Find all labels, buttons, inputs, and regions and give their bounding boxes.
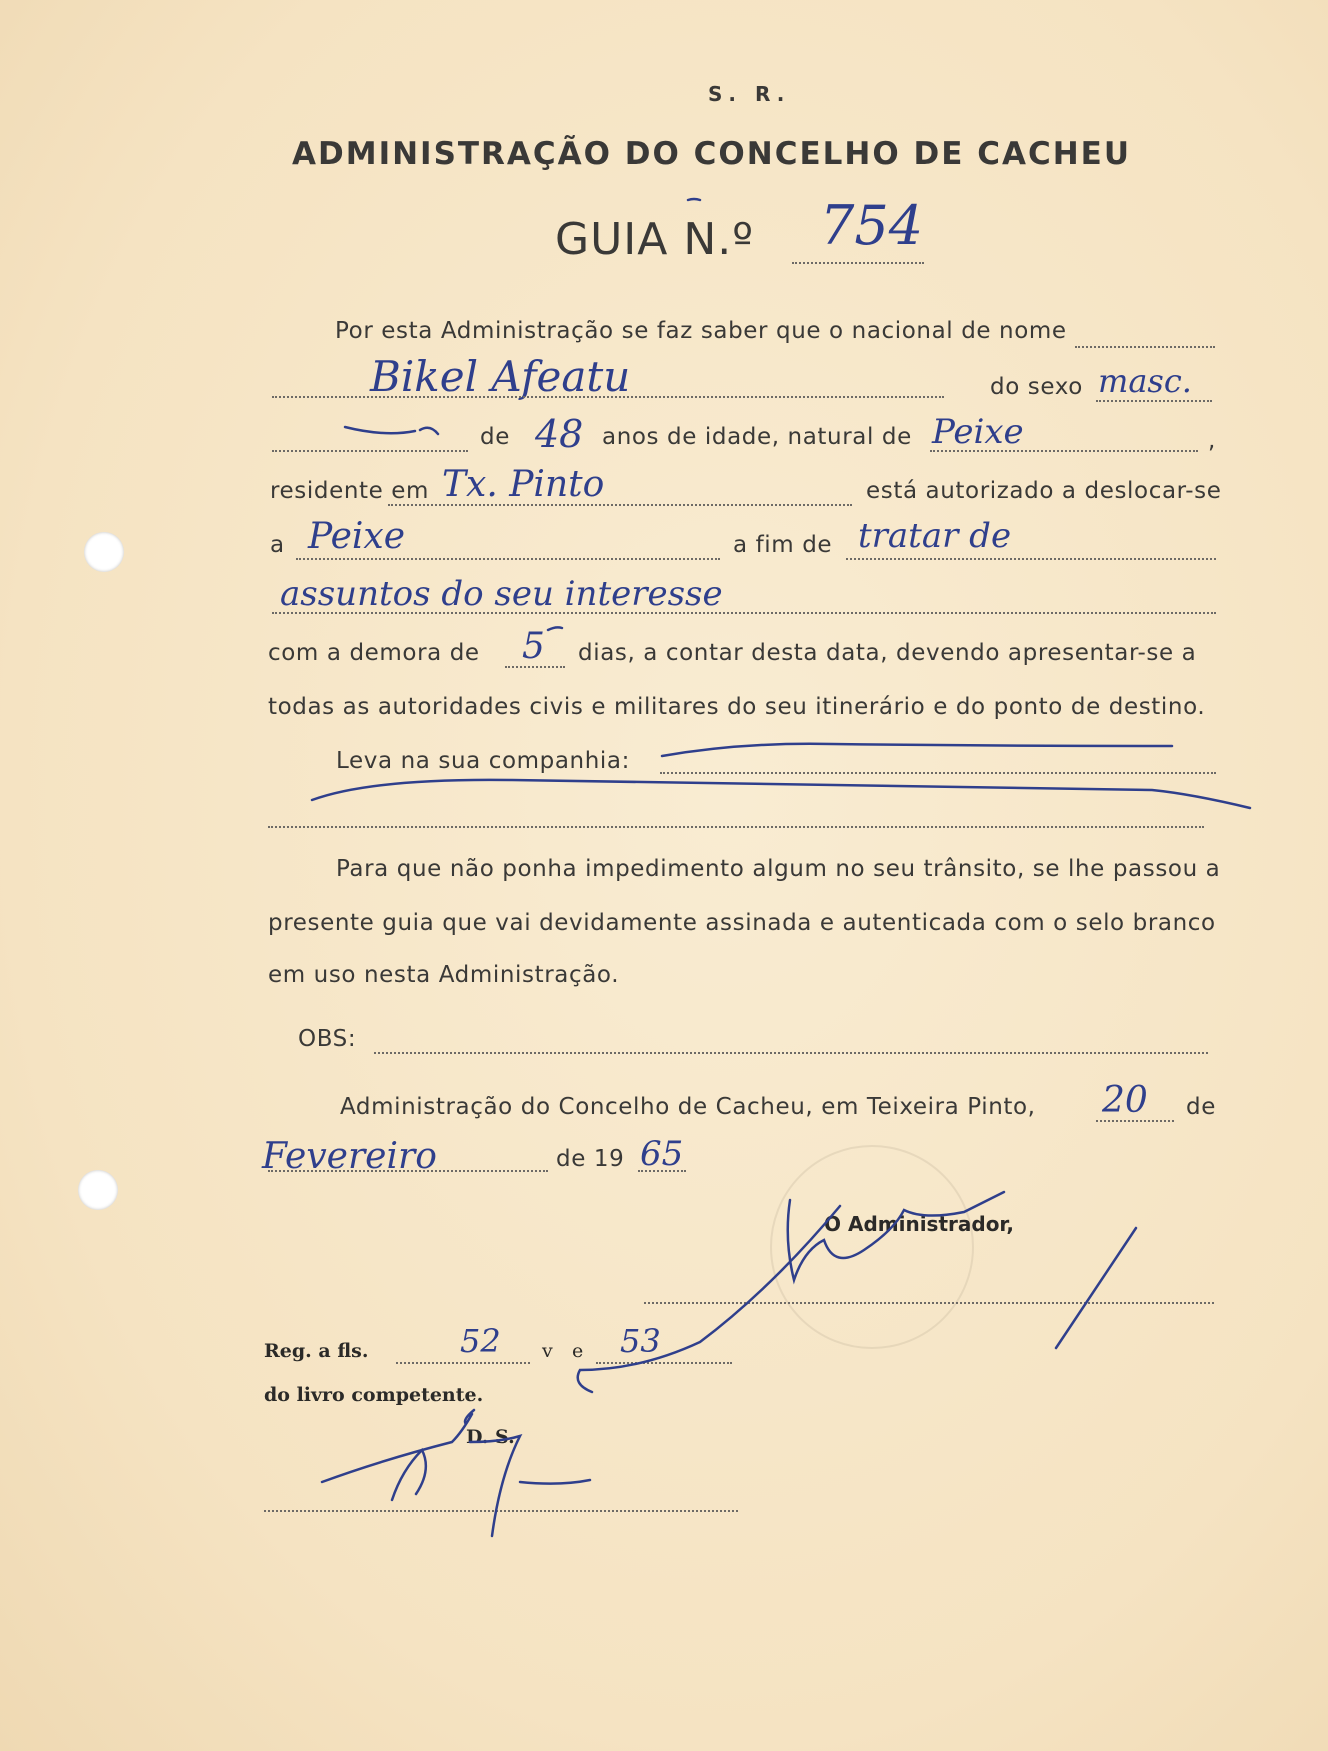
birthplace-value: Peixe xyxy=(932,412,1024,452)
obs-label: OBS: xyxy=(298,1026,357,1052)
ds-label: D. S. xyxy=(466,1426,515,1448)
book-label: do livro competente. xyxy=(264,1384,484,1406)
date-line-text: Administração do Concelho de Cacheu, em Teixeira Pinto, xyxy=(340,1094,1036,1120)
month-value: Fevereiro xyxy=(262,1136,437,1177)
administrator-label: O Administrador, xyxy=(824,1212,1014,1236)
reg-page2: 53 xyxy=(620,1322,661,1360)
reg-label: Reg. a fls. xyxy=(264,1340,369,1362)
purpose-label: a fim de xyxy=(733,532,833,558)
header-sr: S. R. xyxy=(708,82,791,106)
comma: , xyxy=(1208,428,1216,454)
purpose-value-continued: assuntos do seu interesse xyxy=(280,574,723,614)
transit-text-2: presente guia que vai devidamente assinada e autenticada com o selo branco xyxy=(268,910,1216,936)
age-label: de xyxy=(480,424,510,450)
stay-prefix: com a demora de xyxy=(268,640,480,666)
companion-label: Leva na sua companhia: xyxy=(336,748,630,774)
guia-label: GUIA N.º xyxy=(555,214,754,265)
authorized-text: está autorizado a deslocar-se xyxy=(866,478,1222,504)
administrator-signature xyxy=(578,1192,1136,1392)
stay-suffix: dias, a contar desta data, devendo apresentar-se a xyxy=(578,640,1197,666)
transit-text-1: Para que não ponha impedimento algum no seu trânsito, se lhe passou a xyxy=(336,856,1221,882)
sex-value: masc. xyxy=(1098,362,1192,400)
ds-signature xyxy=(322,1410,590,1536)
year-value: 65 xyxy=(640,1134,684,1174)
sex-label: do sexo xyxy=(990,374,1083,400)
destination-label: a xyxy=(270,532,285,558)
destination-value: Peixe xyxy=(308,516,406,557)
de-text: de xyxy=(1186,1094,1216,1120)
transit-text-3: em uso nesta Administração. xyxy=(268,962,620,988)
intro-text: Por esta Administração se faz saber que o nacional de nome xyxy=(335,318,1067,344)
guia-number: 754 xyxy=(820,194,924,257)
stay-days: 5 xyxy=(522,626,545,667)
residence-label: residente em xyxy=(270,478,430,504)
header-title: ADMINISTRAÇÃO DO CONCELHO DE CACHEU xyxy=(292,136,1131,172)
authorities-text: todas as autoridades civis e militares do seu itinerário e do ponto de destino. xyxy=(268,694,1206,720)
name-value: Bikel Afeatu xyxy=(370,352,631,401)
purpose-value: tratar de xyxy=(858,516,1012,556)
year-prefix: de 19 xyxy=(556,1146,625,1172)
age-suffix: anos de idade, natural de xyxy=(602,424,912,450)
residence-value: Tx. Pinto xyxy=(442,464,605,505)
reg-e: e xyxy=(572,1340,584,1362)
reg-page1: 52 xyxy=(460,1322,501,1360)
day-value: 20 xyxy=(1102,1080,1148,1121)
reg-v: v xyxy=(542,1340,553,1362)
age-value: 48 xyxy=(535,412,584,456)
